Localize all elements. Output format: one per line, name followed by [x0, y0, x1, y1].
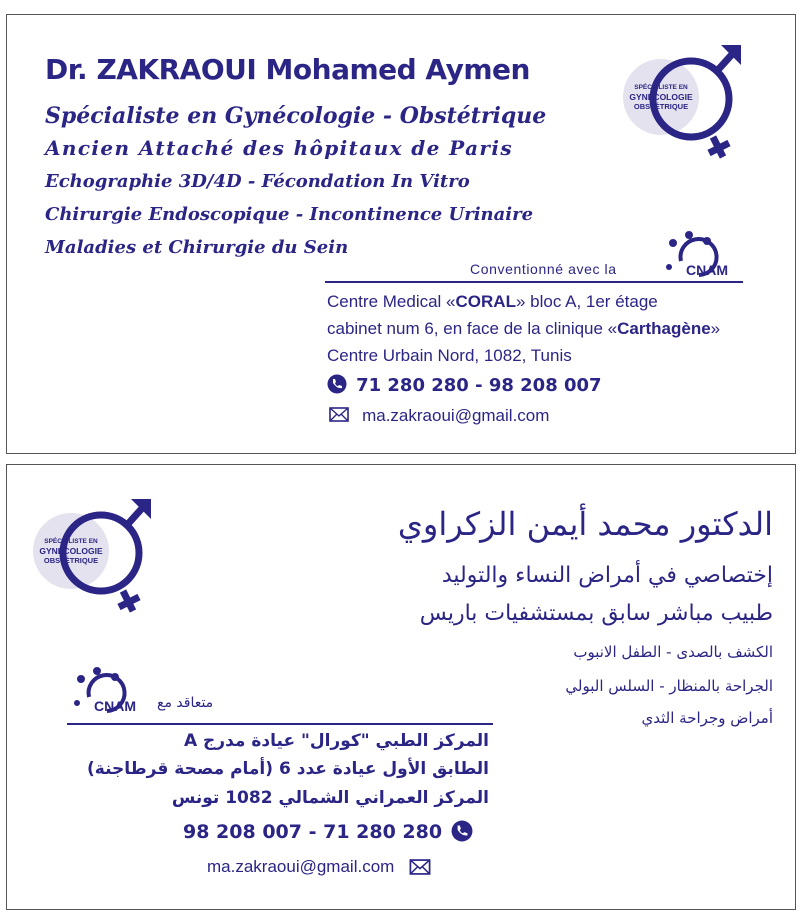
phone-icon — [327, 374, 347, 394]
address-arabic-1: المركز الطبي "كورال" عيادة مدرج A — [183, 731, 489, 751]
phone-row — [327, 374, 602, 398]
services-arabic-1: الكشف بالصدى - الطفل الانبوب — [573, 643, 773, 661]
services-line-2: Chirurgie Endoscopique - Incontinence Urinaire — [45, 204, 534, 225]
svg-text:CNAM: CNAM — [686, 262, 728, 278]
svg-text:SPÉCIALISTE EN: SPÉCIALISTE EN — [634, 84, 688, 91]
specialty: Spécialiste en Gynécologie - Obstétrique — [45, 103, 547, 129]
convention-label: Conventionné avec la — [470, 261, 617, 277]
gynecology-logo — [617, 41, 747, 171]
phone-icon — [451, 820, 473, 842]
email-address[interactable]: ma.zakraoui@gmail.com — [362, 406, 550, 425]
envelope-icon — [329, 407, 349, 422]
svg-text:CNAM: CNAM — [94, 698, 136, 714]
svg-text:OBSTÉTRIQUE: OBSTÉTRIQUE — [43, 556, 99, 565]
former-role: Ancien Attaché des hôpitaux de Paris — [45, 136, 514, 160]
business-card-front — [6, 14, 796, 454]
phone-numbers-back[interactable]: 98 208 007 - 71 280 280 — [183, 821, 443, 843]
services-arabic-2: الجراحة بالمنظار - السلس البولي — [565, 677, 773, 695]
divider-line — [325, 281, 743, 283]
email-address-back[interactable]: ma.zakraoui@gmail.com — [207, 857, 395, 876]
email-row — [329, 406, 549, 430]
doctor-name: Dr. ZAKRAOUI Mohamed Aymen — [45, 53, 530, 86]
male-female-symbol-icon — [27, 495, 157, 625]
gynecology-logo-back — [27, 495, 157, 625]
cnam-logo — [659, 227, 749, 283]
address-arabic-2: الطابق الأول عيادة عدد 6 (أمام مصحة قرطاجنة) — [87, 759, 489, 779]
svg-text:SPÉCIALISTE EN: SPÉCIALISTE EN — [44, 538, 98, 545]
services-line-1: Echographie 3D/4D - Fécondation In Vitro — [45, 171, 470, 192]
doctor-name-arabic: الدكتور محمد أيمن الزكراوي — [397, 505, 773, 543]
address-line-3: Centre Urbain Nord, 1082, Tunis — [327, 346, 572, 365]
address-arabic-3: المركز العمراني الشمالي 1082 تونس — [171, 788, 489, 808]
services-line-3: Maladies et Chirurgie du Sein — [45, 237, 349, 258]
services-arabic-3: أمراض وجراحة الثدي — [641, 709, 773, 727]
phone-row-back — [183, 820, 473, 844]
svg-text:OBSTÉTRIQUE: OBSTÉTRIQUE — [633, 102, 689, 111]
former-role-arabic: طبيب مباشر سابق بمستشفيات باريس — [419, 601, 773, 626]
svg-text:GYNECOLOGIE: GYNECOLOGIE — [39, 546, 103, 556]
address-line-1: Centre Medical «CORAL» bloc A, 1er étage — [327, 292, 658, 311]
male-female-symbol-icon — [617, 41, 747, 171]
people-circle-icon — [67, 663, 157, 719]
email-row-back — [207, 857, 431, 881]
people-circle-icon — [659, 227, 749, 283]
business-card-back — [6, 464, 796, 910]
address-line-2: cabinet num 6, en face de la clinique «Carthagène» — [327, 319, 721, 338]
divider-line-back — [67, 723, 493, 725]
envelope-icon — [409, 859, 431, 875]
convention-label-arabic: متعاقد مع — [157, 695, 214, 711]
specialty-arabic: إختصاصي في أمراض النساء والتوليد — [441, 563, 773, 588]
cnam-logo-back — [67, 663, 157, 719]
phone-numbers[interactable]: 71 280 280 - 98 208 007 — [356, 375, 602, 396]
svg-text:GYNECOLOGIE: GYNECOLOGIE — [629, 92, 693, 102]
